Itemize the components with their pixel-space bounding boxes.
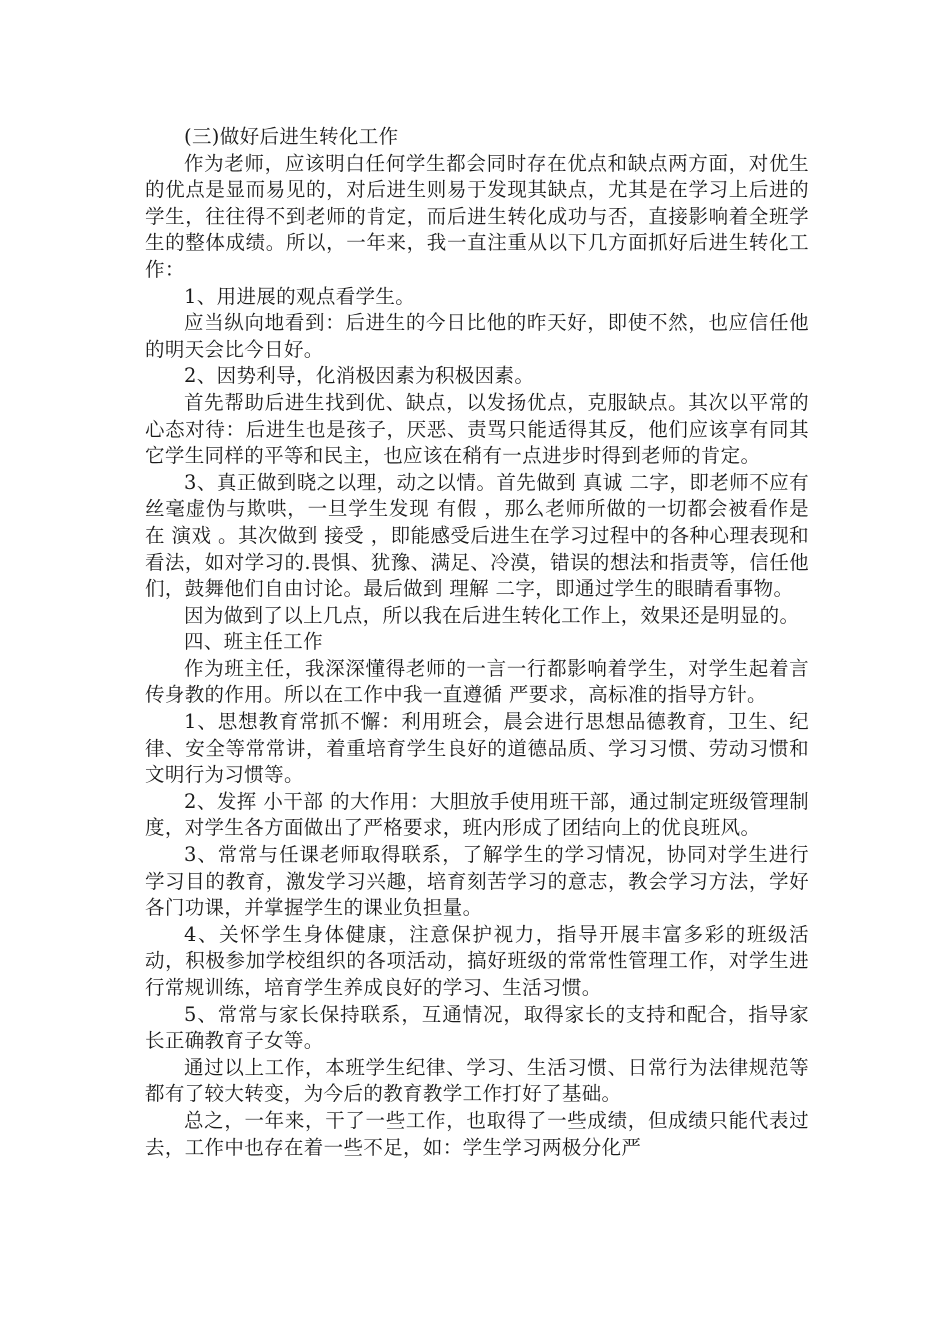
paragraph: 因为做到了以上几点，所以我在后进生转化工作上，效果还是明显的。 (184, 603, 800, 627)
section-heading-underachiever-work: (三)做好后进生转化工作 (184, 125, 399, 148)
list-item-heading: 1、用进展的观点看学生。 (184, 284, 416, 308)
list-item: 1、思想教育常抓不懈：利用班会，晨会进行思想品德教育，卫生、纪律、安全等常常讲，着重培育学生良好的道德品质、学习习惯、劳动习惯和文明行为习惯等。 (145, 710, 809, 787)
list-item: 3、真正做到晓之以理，动之以情。首先做到 真诚 二字，即老师不应有丝毫虚伪与欺哄，一旦学生发现 有假 ，那么老师所做的一切都会被看作是在 演戏 。其次做到 接受 ，即能感受后进生在学习过程中的各种心理表现和看法，如对学习的.畏惧、犹豫、满足、冷漠，错误的想法和指责等，信任他们，鼓舞他们自由讨论。最后做到 理解 二字，即通过学生的眼睛看事物。 (145, 470, 809, 601)
list-item: 3、常常与任课老师取得联系，了解学生的学习情况，协同对学生进行学习目的教育，激发学习兴趣，培育刻苦学习的意志，教会学习方法，学好各门功课，并掌握学生的课业负担量。 (145, 843, 809, 920)
paragraph: 作为老师，应该明白任何学生都会同时存在优点和缺点两方面，对优生的优点是显而易见的，对后进生则易于发现其缺点，尤其是在学习上后进的学生，往往得不到老师的肯定，而后进生转化成功与否，直接影响着全班学生的整体成绩。所以，一年来，我一直注重从以下几方面抓好后进生转化工作： (145, 151, 809, 281)
paragraph: 作为班主任，我深深懂得老师的一言一行都影响着学生，对学生起着言传身教的作用。所以在工作中我一直遵循 严要求，高标准的指导方针。 (145, 656, 809, 707)
list-item: 5、常常与家长保持联系，互通情况，取得家长的支持和配合，指导家长正确教育子女等。 (145, 1002, 809, 1053)
paragraph: 通过以上工作，本班学生纪律、学习、生活习惯、日常行为法律规范等都有了较大转变，为今后的教育教学工作打好了基础。 (145, 1055, 809, 1106)
paragraph: 总之，一年来，干了一些工作，也取得了一些成绩，但成绩只能代表过去，工作中也存在着一些不足，如：学生学习两极分化严 (145, 1108, 809, 1159)
list-item: 4、关怀学生身体健康，注意保护视力，指导开展丰富多彩的班级活动，积极参加学校组织的各项活动，搞好班级的常常性管理工作，对学生进行常规训练，培育学生养成良好的学习、生活习惯。 (145, 922, 809, 999)
section-heading-class-teacher-work: 四、班主任工作 (184, 630, 323, 654)
document-body (145, 124, 809, 1161)
paragraph: 应当纵向地看到：后进生的今日比他的昨天好，即使不然，也应信任他的明天会比今日好。 (145, 311, 809, 361)
list-item: 2、发挥 小干部 的大作用：大胆放手使用班干部，通过制定班级管理制度，对学生各方面做出了严格要求，班内形成了团结向上的优良班风。 (145, 789, 809, 840)
list-item-heading: 2、因势利导，化消极因素为积极因素。 (184, 364, 535, 388)
paragraph: 首先帮助后进生找到优、缺点，以发扬优点，克服缺点。其次以平常的心态对待：后进生也是孩子，厌恶、责骂只能适得其反，他们应该享有同其它学生同样的平等和民主，也应该在稍有一点进步时得到老师的肯定。 (145, 390, 809, 468)
